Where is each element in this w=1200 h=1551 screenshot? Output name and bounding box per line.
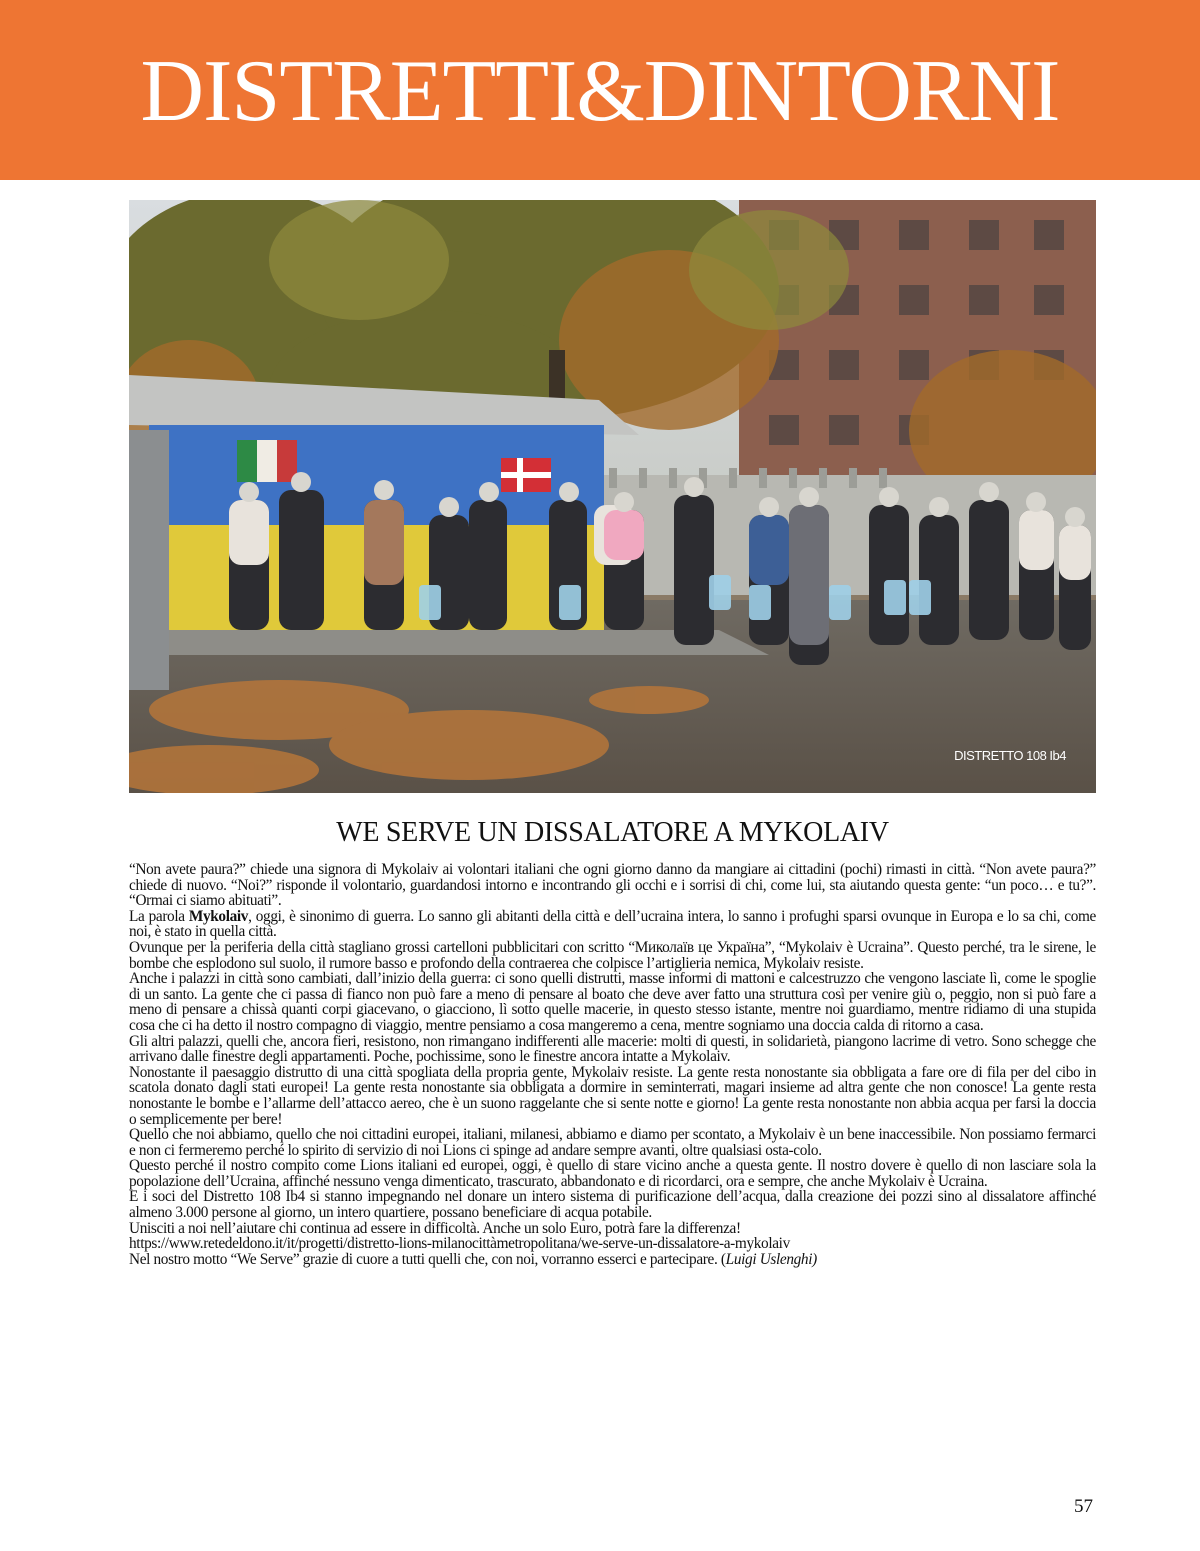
closing-text: Nel nostro motto “We Serve” grazie di cuore a tutti quelli che, con noi, vorranno esserci e partecipare. ( — [129, 1250, 726, 1268]
paragraph-3: Ovunque per la periferia della città stagliano grossi cartelloni pubblicitari con scritto “Миколаїв це Україна”, “Mykolaiv è Ucraina”. Questo perché, tra le sirene, le bombe che esplodono sul suolo, il rumore basso e profondo della contraerea che colpisce l’artiglieria nemica, Mykolaiv resiste. — [129, 938, 1096, 972]
paragraph-5: Gli altri palazzi, quelli che, ancora fieri, resistono, non rimangano indifferenti alle macerie: molti di questi, in solidarietà, piangono lacrime di vetro. Sono schegge che arrivano dalle finestre degli appartamenti. Poche, pochissime, sono le finestre ancora intatte a Mykolaiv. — [129, 1032, 1096, 1066]
page-number: 57 — [1074, 1496, 1093, 1517]
closing-paragraph — [129, 1252, 1096, 1268]
magazine-title: DISTRETTI&DINTORNI — [140, 43, 1060, 140]
author-name: Luigi Uslenghi) — [725, 1250, 817, 1268]
paragraph-2-bold: Mykolaiv — [188, 907, 249, 925]
paragraph-2-start: La parola — [129, 907, 189, 925]
paragraph-4: Anche i palazzi in città sono cambiati, dall’inizio della guerra: ci sono quelli distrutti, masse informi di mattoni e calcestruzzo che vengono lasciate lì, come le spoglie di un santo. La gente che ci passa di fianco non può fare a meno di pensare al boato che deve aver fatto una struttura così per venire giù o, peggio, non si può fare a meno di pensare a chissà quanti corpi giacevano, o giacciono, lì sotto quelle macerie, in questo stesso istante, mentre noi guardiamo, mentre ridiamo di una stupida cosa che ci ha detto il nostro compagno di viaggio, mentre pensiamo a cosa mangeremo a cena, mentre sogniamo una doccia calda di ritorno a casa. — [129, 970, 1096, 1034]
photo-credit: DISTRETTO 108 Ib4 — [954, 748, 1066, 763]
donation-link[interactable]: https://www.retedeldono.it/it/progetti/distretto-lions-milanocittàmetropolitana/we-serve-un-dissalatore-a-mykolaiv — [129, 1235, 790, 1253]
article-body — [129, 862, 1096, 1267]
article-headline: WE SERVE UN DISSALATORE A MYKOLAIV — [336, 817, 889, 848]
paragraph-2-end: , oggi, è sinonimo di guerra. Lo sanno gli abitanti della città e dell’ucraina intera, lo sanno i profughi sparsi ovunque in Europa e lo sa chi, come noi, è stato in quella città. — [129, 907, 1096, 941]
photo-illustration — [129, 200, 1096, 793]
paragraph-9: E i soci del Distretto 108 Ib4 si stanno impegnando nel donare un intero sistema di purificazione dell’acqua, dalla creazione dei pozzi sino al dissalatore affinché almeno 3.000 persone al giorno, un intero quartiere, possano beneficiare di acqua potabile. — [129, 1188, 1096, 1222]
paragraph-10: Unisciti a noi nell’aiutare chi continua ad essere in difficoltà. Anche un solo Euro, potrà fare la differenza! — [129, 1219, 741, 1237]
article-photo — [129, 200, 1096, 793]
paragraph-8: Questo perché il nostro compito come Lions italiani ed europei, oggi, è quello di stare vicino anche a questa gente. Il nostro dovere è quello di non lasciare sola la popolazione dell’Ucraina, affinché nessuno venga dimenticato, trascurato, abbandonato e di ricordarci, ora e sempre, che anche Mykolaiv è Ucraina. — [129, 1157, 1096, 1190]
paragraph-2 — [129, 909, 1096, 940]
paragraph-1: “Non avete paura?” chiede una signora di Mykolaiv ai volontari italiani che ogni giorno danno da mangiare ai cittadini (pochi) rimasti in città. “Non avete paura?” chiede di nuovo. “Noi?” risponde il volontario, guardandosi intorno e incontrando gli occhi e i sorrisi di chi, come lui, sta aiutando questa gente: “un poco… e tu?”. “Ormai ci siamo abituati”. — [129, 861, 1096, 910]
paragraph-7: Quello che noi abbiamo, quello che noi cittadini europei, italiani, milanesi, abbiamo e diamo per scontato, a Mykolaiv è un bene inaccessibile. Non possiamo fermarci e non ci fermeremo perché lo spirito di servizio di noi Lions ci spinge ad andare sempre avanti, oltre qualsiasi osta-colo. — [129, 1126, 1096, 1159]
header-banner — [0, 0, 1200, 180]
paragraph-6: Nonostante il paesaggio distrutto di una città spogliata della propria gente, Mykolaiv resiste. La gente resta nonostante sia obbligata a fare ore di fila per del cibo in scatola donato dagli stati europei! La gente resta nonostante sia obbligata a dormire in seminterrati, magari insieme ad altra gente che non conosce! La gente resta nonostante le bombe e l’allarme dell’attacco aereo, che è un suono raggelante che si sente notte e giorno! La gente resta nonostante non abbia acqua per farsi la doccia o semplicemente per bere! — [129, 1063, 1096, 1128]
